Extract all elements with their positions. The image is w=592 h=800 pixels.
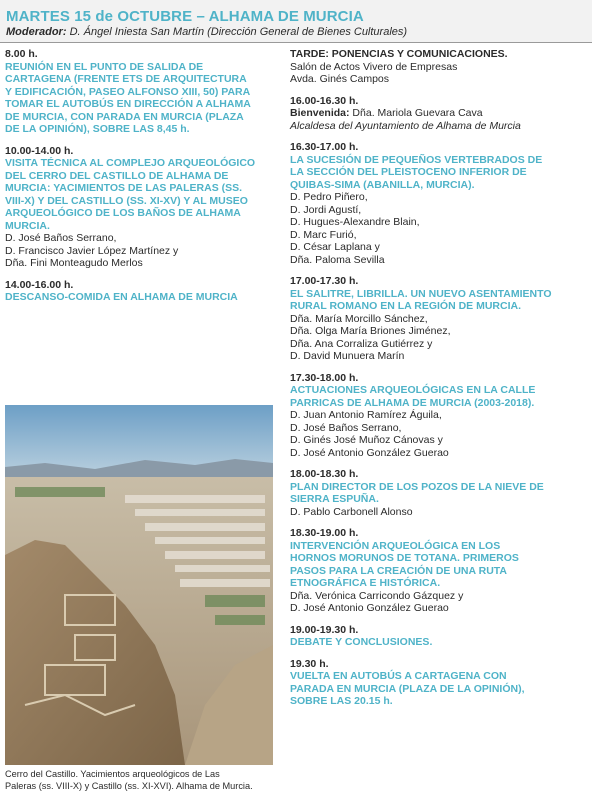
speaker-name: Dña. María Morcillo Sánchez,	[290, 312, 428, 325]
session-time: 18.30-19.00 h.	[290, 527, 359, 539]
speaker-name: D. Jordi Agustí,	[290, 203, 362, 216]
venue-line: Avda. Ginés Campos	[290, 73, 390, 85]
session-title-line: QUIBAS-SIMA (ABANILLA, MURCIA).	[290, 178, 475, 191]
session-title-line: DEL CERRO DEL CASTILLO DE ALHAMA DE	[5, 169, 229, 182]
session-18-00	[290, 468, 590, 518]
speaker-name: D. José Antonio González Guerao	[290, 446, 449, 459]
speaker-name: Dña. Mariola Guevara Cava	[349, 107, 483, 119]
session-time: 14.00-16.00 h.	[5, 278, 74, 291]
venue-line: Salón de Actos Vivero de Empresas	[290, 60, 458, 73]
session-title-line: ACTUACIONES ARQUEOLÓGICAS EN LA CALLE	[290, 384, 536, 396]
session-14-00	[5, 279, 280, 304]
moderator-label: Moderador:	[6, 26, 67, 38]
speaker-name: D. Hugues-Alexandre Blain,	[290, 216, 420, 228]
session-title-line: DE LA OPINIÓN), SOBRE LAS 8,45 h.	[5, 123, 190, 135]
aerial-photo	[5, 405, 273, 765]
session-time: 8.00 h.	[5, 48, 38, 60]
afternoon-intro	[290, 48, 590, 86]
session-title-line: CARTAGENA (FRENTE ETS DE ARQUITECTURA	[5, 73, 247, 85]
session-title-line: MURCIA: YACIMIENTOS DE LAS PALERAS (SS.	[5, 182, 243, 194]
speaker-name: D. Marc Furió,	[290, 228, 357, 241]
session-title-line: HORNOS MORUNOS DE TOTANA. PRIMEROS	[290, 552, 519, 564]
speaker-name: D. Francisco Javier López Martínez y	[5, 244, 179, 257]
right-column	[290, 48, 590, 717]
speaker-name: D. José Antonio González Guerao	[290, 602, 449, 614]
session-title-line: REUNIÓN EN EL PUNTO DE SALIDA DE	[5, 60, 204, 73]
session-title-line: SOBRE LAS 20.15 h.	[290, 695, 393, 707]
session-17-00	[290, 275, 590, 363]
welcome-label: Bienvenida:	[290, 107, 350, 119]
session-time: 17.00-17.30 h.	[290, 275, 359, 287]
session-time: 19.00-19.30 h.	[290, 623, 359, 636]
session-title-line: DESCANSO-COMIDA EN ALHAMA DE MURCIA	[5, 291, 238, 303]
session-title-line: TOMAR EL AUTOBÚS EN DIRECCIÓN A ALHAMA	[5, 98, 251, 110]
moderator-name: D. Ángel Iniesta San Martín (Dirección General de Bienes Culturales)	[69, 26, 408, 38]
caption-line: Cerro del Castillo. Yacimientos arqueológicos de Las	[5, 769, 220, 779]
header-divider	[0, 42, 592, 43]
session-time: 16.30-17.00 h.	[290, 141, 359, 153]
speaker-name: D. David Munuera Marín	[290, 350, 405, 362]
session-title-line: RURAL ROMANO EN LA REGIÓN DE MURCIA.	[290, 300, 521, 312]
session-title-line: VISITA TÉCNICA AL COMPLEJO ARQUEOLÓGICO	[5, 157, 256, 169]
page-title: MARTES 15 de OCTUBRE – ALHAMA DE MURCIA	[6, 8, 364, 25]
session-16-00	[290, 95, 590, 133]
session-title-line: PLAN DIRECTOR DE LOS POZOS DE LA NIEVE DE	[290, 480, 544, 493]
session-16-30	[290, 141, 590, 266]
session-time: 10.00-14.00 h.	[5, 144, 74, 157]
left-column	[5, 48, 280, 313]
session-title-line: LA SECCIÓN DEL PLEISTOCENO INFERIOR DE	[290, 166, 527, 178]
session-title-line: PARADA EN MURCIA (PLAZA DE LA OPINIÓN),	[290, 682, 525, 695]
speaker-name: D. José Baños Serrano,	[290, 421, 402, 434]
session-8-00	[5, 48, 280, 136]
photo-caption	[5, 768, 275, 792]
speaker-name: Dña. Paloma Sevilla	[290, 253, 385, 266]
session-title-line: MURCIA.	[5, 219, 50, 232]
session-10-00	[5, 145, 280, 270]
session-18-30	[290, 527, 590, 615]
session-title-line: DE MURCIA, CON PARADA EN MURCIA (PLAZA	[5, 110, 244, 123]
welcome-line	[290, 107, 590, 120]
session-title-line: Y EDIFICACIÓN, PASEO ALFONSO XIII, 50) PARA	[5, 85, 251, 98]
speaker-name: Dña. Verónica Carricondo Gázquez y	[290, 589, 464, 602]
page-header	[0, 0, 592, 42]
speaker-name: Dña. Fini Monteagudo Merlos	[5, 257, 143, 269]
speaker-name: D. José Baños Serrano,	[5, 232, 117, 244]
session-19-30	[290, 658, 590, 708]
speaker-name: D. César Laplana y	[290, 241, 380, 253]
speaker-name: D. Pedro Piñero,	[290, 191, 368, 203]
session-title-line: SIERRA ESPUÑA.	[290, 493, 379, 505]
speaker-name: D. Ginés José Muñoz Cánovas y	[290, 434, 443, 446]
session-19-00	[290, 624, 590, 649]
speaker-name: D. Juan Antonio Ramírez Águila,	[290, 409, 442, 421]
speaker-name: D. Pablo Carbonell Alonso	[290, 505, 413, 518]
session-title-line: INTERVENCIÓN ARQUEOLÓGICA EN LOS	[290, 539, 501, 552]
session-title-line: EL SALITRE, LIBRILLA. UN NUEVO ASENTAMIENTO	[290, 287, 552, 300]
session-title-line: ARQUEOLÓGICO DE LOS BAÑOS DE ALHAMA	[5, 207, 241, 219]
afternoon-heading: TARDE: PONENCIAS Y COMUNICACIONES.	[290, 48, 508, 60]
session-time: 17.30-18.00 h.	[290, 371, 359, 384]
session-title-line: PASOS PARA LA CREACIÓN DE UNA RUTA	[290, 564, 508, 577]
caption-line: Paleras (ss. VIII-X) y Castillo (ss. XI-XVI). Alhama de Murcia.	[5, 781, 253, 791]
moderator-line	[6, 26, 407, 38]
session-title-line: LA SUCESIÓN DE PEQUEÑOS VERTEBRADOS DE	[290, 153, 543, 166]
speaker-role: Alcaldesa del Ayuntamiento de Alhama de Murcia	[290, 119, 521, 132]
session-time: 19.30 h.	[290, 657, 329, 670]
session-title-line: PARRICAS DE ALHAMA DE MURCIA (2003-2018).	[290, 396, 535, 409]
speaker-name: Dña. Olga María Briones Jiménez,	[290, 325, 451, 337]
session-time: 16.00-16.30 h.	[290, 94, 359, 107]
session-title-line: VIII-X) Y DEL CASTILLO (SS. XI-XV) Y AL MUSEO	[5, 194, 248, 207]
speaker-name: Dña. Ana Corraliza Gutiérrez y	[290, 337, 433, 350]
session-title-line: DEBATE Y CONCLUSIONES.	[290, 636, 433, 648]
session-title-line: VUELTA EN AUTOBÚS A CARTAGENA CON	[290, 670, 507, 682]
session-title-line: ETNOGRÁFICA E HISTÓRICA.	[290, 577, 441, 589]
session-time: 18.00-18.30 h.	[290, 468, 359, 480]
session-17-30	[290, 372, 590, 460]
